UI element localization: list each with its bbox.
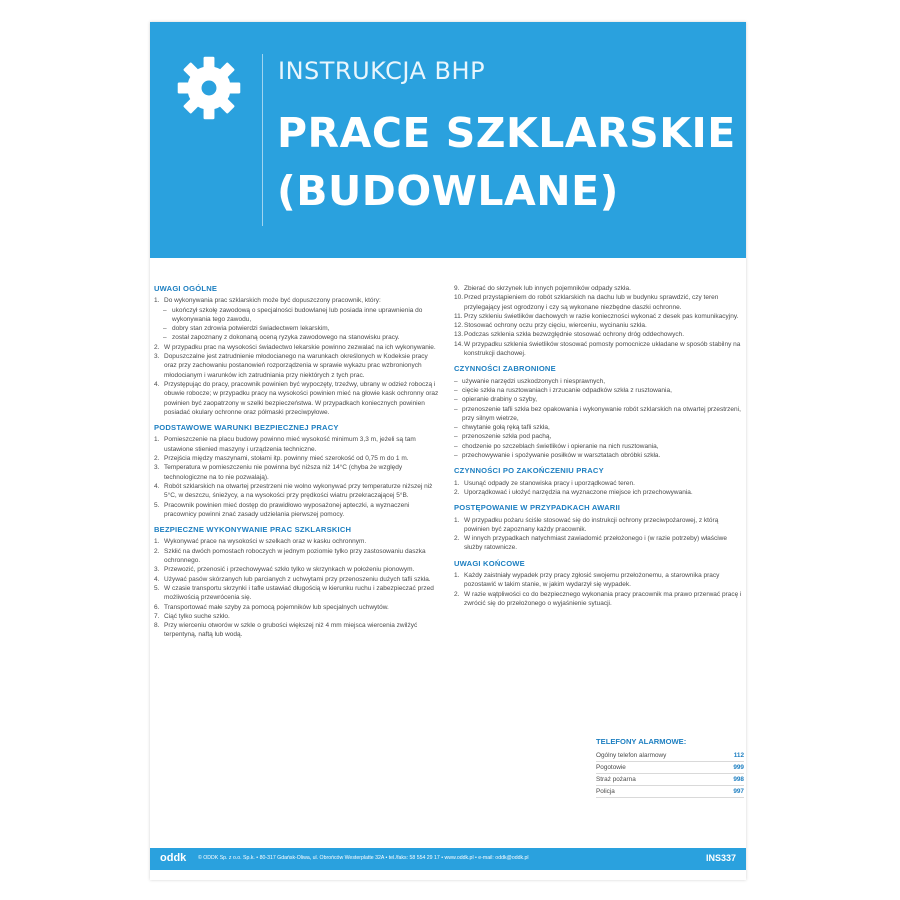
item-number: 4.	[154, 575, 160, 583]
item-number: 10.	[454, 294, 464, 302]
instruction-sheet	[150, 22, 746, 880]
list-item: – chodzenie po szczeblach świetlików i opieranie na nich rusztowania,	[454, 442, 744, 451]
list-item	[154, 454, 442, 463]
phone-number: 112	[733, 752, 744, 759]
list-item: – używanie narzędzi uszkodzonych i niesprawnych,	[454, 377, 744, 386]
item-text: Przy szkleniu świetlików dachowych w razie konieczności wykonać z desek pas komunikacyjny.	[464, 312, 739, 320]
item-text: Transportować małe szyby za pomocą pojemników lub specjalnych uchwytów.	[164, 603, 389, 611]
phone-label: Ogólny telefon alarmowy	[596, 752, 667, 759]
item-number: 3.	[154, 464, 160, 472]
list-item	[154, 380, 442, 417]
list-item: – cięcie szkła na rusztowaniach i zrzucanie odpadków szkła z rusztowania,	[454, 386, 744, 395]
item-text: Pracownik powinien mieć dostęp do prawidłowo wyposażonej apteczki, a wyznaczeni pracownicy powinni znać zasady udzielania pierwszej pomocy.	[164, 501, 410, 518]
list-item: – przechowywanie i spożywanie posiłków w warsztatach obróbki szkła.	[454, 451, 744, 460]
section-list	[154, 296, 442, 417]
phone-label: Straż pożarna	[596, 776, 636, 783]
section-list	[454, 516, 744, 553]
list-item	[154, 352, 442, 380]
section-title: CZYNNOŚCI PO ZAKOŃCZENIU PRACY	[454, 466, 604, 476]
list-subitem: – dobry stan zdrowia potwierdzi świadectwem lekarskim,	[154, 324, 442, 333]
list-item: – chwytanie gołą ręką tafli szkła,	[454, 423, 744, 432]
list-item: – przenoszenie tafli szkła bez opakowania i wykonywanie robót szklarskich na otwartej przestrzeni, przy silnym wietrze,	[454, 405, 744, 424]
list-item	[454, 340, 744, 359]
item-number: 7.	[154, 612, 160, 620]
item-text: Uporządkować i ułożyć narzędzia na wyznaczone miejsce ich przechowywania.	[464, 488, 693, 496]
list-item: – przenoszenie szkła pod pachą,	[454, 432, 744, 441]
list-item	[454, 330, 744, 339]
phones-title: TELEFONY ALARMOWE:	[596, 737, 687, 746]
item-text: Podczas szklenia szkła bezwzględnie stosować ochrony dróg oddechowych.	[464, 331, 685, 339]
section-list	[154, 537, 442, 639]
section-title: CZYNNOŚCI ZABRONIONE	[454, 364, 556, 374]
item-text: Przystępując do pracy, pracownik powinien być wypoczęty, trzeźwy, ubrany w odzież roboczą i obuwie robocze; w przypadku pracy na wysokości powinien mieć na głowie kask ochronny oraz powinien być zaopatrzony w szelki bezpieczeństwa. W przypadkach koniecznych powinien posiadać okulary ochronne oraz półmaski przeciwpyłowe.	[164, 380, 439, 416]
item-text: W razie wątpliwości co do bezpiecznego wykonania pracy pracownik ma prawo przerwać pracę i zwrócić się do przełożonego o wyjaśnienie sytuacji.	[464, 590, 742, 607]
list-item	[454, 534, 744, 553]
phone-row	[596, 786, 744, 798]
item-text: Przejścia między maszynami, stołami itp. powinny mieć szerokość od 0,75 m do 1 m.	[164, 455, 409, 463]
item-number: 1.	[454, 572, 460, 580]
section-list	[454, 571, 744, 608]
footer-bar	[150, 848, 746, 870]
list-item	[154, 343, 442, 352]
left-column	[154, 284, 442, 640]
phone-row	[596, 750, 744, 762]
footer-address: © ODDK Sp. z o.o. Sp.k. • 80-317 Gdańsk-Oliwa, ul. Obrońców Westerplatte 32A • tel./faks: 58 554 29 17 • www.oddk.pl • e-mail: oddk@oddk.pl	[198, 855, 529, 861]
list-item	[154, 565, 442, 574]
item-number: 1.	[454, 479, 460, 487]
right-column	[454, 284, 744, 608]
header-banner	[150, 22, 746, 258]
item-text: W przypadku prac na wysokości świadectwo lekarskie powinno zezwalać na ich wykonywanie.	[164, 343, 436, 351]
item-text: Do wykonywania prac szklarskich może być dopuszczony pracownik, który:	[164, 297, 381, 305]
item-number: 6.	[154, 603, 160, 611]
phone-label: Pogotowie	[596, 764, 626, 771]
list-item	[454, 293, 744, 312]
item-number: 9.	[454, 285, 460, 292]
page-title	[277, 104, 736, 220]
item-number: 13.	[454, 331, 464, 339]
section-list	[454, 284, 744, 358]
list-item	[154, 296, 442, 305]
item-number: 3.	[154, 353, 160, 361]
phone-row	[596, 774, 744, 786]
header-divider	[262, 54, 263, 226]
section-list	[454, 479, 744, 498]
item-text: W przypadku szklenia świetlików stosować pomosty pomocnicze układane w sposób stabilny na konstrukcji dachowej.	[464, 340, 741, 358]
list-item	[154, 435, 442, 454]
item-number: 5.	[154, 584, 160, 592]
item-text: W innych przypadkach natychmiast zawiadomić przełożonego i (w razie potrzeby) właściwe służby ratownicze.	[464, 535, 727, 552]
section-title: POSTĘPOWANIE W PRZYPADKACH AWARII	[454, 503, 621, 513]
title-line-1: PRACE SZKLARSKIE	[277, 109, 736, 157]
phone-row	[596, 762, 744, 774]
gear-icon	[175, 54, 243, 122]
list-subitem: – ukończył szkołę zawodową o specjalności budowlanej lub posiada inne uprawnienia do wykonywania tego zawodu,	[154, 306, 442, 325]
item-text: Dopuszczalne jest zatrudnienie młodocianego na warunkach określonych w Kodeksie pracy oraz przy zachowaniu postanowień rozporządzenia w sprawie wykazu prac wzbronionych młodocianym i warunków ich zatrudniania przy niektórych z tych prac.	[164, 353, 428, 379]
item-number: 4.	[154, 380, 160, 388]
item-number: 2.	[154, 547, 160, 555]
item-number: 2.	[454, 535, 460, 543]
item-text: Przy wierceniu otworów w szkle o grubości większej niż 4 mm miejsca wiercenia zwilżyć terpentyną, naftą lub wodą.	[164, 622, 418, 639]
item-number: 8.	[154, 622, 160, 630]
document-code: INS337	[705, 853, 736, 863]
phones-list	[596, 750, 744, 798]
item-number: 1.	[454, 516, 460, 524]
item-text: Każdy zaistniały wypadek przy pracy zgłosić swojemu przełożonemu, a starownika pracy pozostawić w takim stanie, w jakim wydarzył się wypadek.	[464, 572, 720, 589]
list-item	[454, 321, 744, 330]
item-text: Wykonywać prace na wysokości w szelkach oraz w kasku ochronnym.	[164, 538, 367, 546]
item-number: 2.	[154, 343, 160, 351]
item-number: 5.	[154, 501, 160, 509]
item-number: 1.	[154, 436, 160, 444]
item-text: Szkłić na dwóch pomostach roboczych w jednym poziomie tylko przy zastosowaniu daszka ochronnego.	[164, 547, 426, 565]
emergency-phones	[596, 737, 744, 798]
item-text: Używać pasów skórzanych lub parcianych z uchwytami przy przenoszeniu dużych tafli szkła.	[164, 575, 431, 583]
list-item	[454, 488, 744, 497]
list-item	[154, 482, 442, 501]
list-item	[454, 479, 744, 488]
list-item	[454, 590, 744, 609]
list-item	[454, 312, 744, 321]
item-number: 11.	[454, 312, 463, 320]
phone-label: Policja	[596, 788, 615, 795]
item-text: W czasie transportu skrzynki i tafle ustawiać długością w kierunku ruchu i zabezpieczać przed możliwością przewrócenia się.	[164, 584, 434, 602]
phone-number: 999	[733, 764, 744, 771]
section-title: PODSTAWOWE WARUNKI BEZPIECZNEJ PRACY	[154, 423, 339, 433]
item-number: 3.	[154, 566, 160, 574]
item-text: Zbierać do skrzynek lub innych pojemników odpady szkła.	[464, 285, 631, 292]
list-item	[454, 284, 744, 293]
header-kicker: INSTRUKCJA BHP	[278, 57, 486, 85]
section-title: UWAGI OGÓLNE	[154, 284, 218, 293]
item-number: 2.	[154, 455, 160, 463]
item-number: 14.	[454, 340, 464, 348]
list-item	[154, 547, 442, 566]
item-text: Temperatura w pomieszczeniu nie powinna być niższa niż 14°C (chyba że względy technologiczne na to nie pozwalają).	[164, 464, 403, 481]
item-text: Pomieszczenie na placu budowy powinno mieć wysokość minimum 3,3 m, jeżeli są tam ustawione stienied maszyny i urządzenia techniczne.	[164, 436, 416, 453]
prohibited-list	[454, 377, 744, 461]
item-number: 2.	[454, 488, 460, 496]
item-text: W przypadku pożaru ściśle stosować się do instrukcji ochrony przeciwpożarowej, z którą powinien być zapoznany każdy pracownik.	[464, 516, 719, 533]
item-text: Przewozić, przenosić i przechowywać szkło tylko w skrzynkach w położeniu pionowym.	[164, 566, 415, 574]
list-item	[154, 612, 442, 621]
oddk-logo: oddk	[160, 852, 187, 864]
list-item	[154, 463, 442, 482]
list-item	[454, 571, 744, 590]
item-text: Robót szklarskich na otwartej przestrzeni nie wolno wykonywać przy temperaturze niższej niż 5°C, w deszczu, śnieżycy, a na wysokości przy prędkości wiatru przekraczającej 5°B.	[164, 482, 433, 500]
item-number: 4.	[154, 482, 160, 490]
item-text: Ciąć tylko suche szkło.	[164, 612, 230, 620]
list-item	[454, 516, 744, 535]
list-item	[154, 603, 442, 612]
section-list	[154, 435, 442, 519]
phone-number: 998	[733, 776, 744, 783]
item-number: 12.	[454, 322, 464, 330]
list-item	[154, 537, 442, 546]
item-text: Usunąć odpady ze stanowiska pracy i uporządkować teren.	[464, 479, 635, 487]
list-item	[154, 621, 442, 640]
item-number: 2.	[454, 590, 460, 598]
section-title: BEZPIECZNE WYKONYWANIE PRAC SZKLARSKICH	[154, 525, 352, 535]
item-text: Przed przystąpieniem do robót szklarskich na dachu lub w budynku sprawdzić, czy teren przylegający jest ogrodzony i czy są wykonane niezbędne daszki ochronne.	[464, 294, 719, 311]
section-title: UWAGI KOŃCOWE	[454, 558, 525, 568]
item-text: Stosować ochrony oczu przy cięciu, wierceniu, wycinaniu szkła.	[464, 322, 647, 330]
list-subitem: – został zapoznany z dokonaną oceną ryzyka zawodowego na stanowisku pracy.	[154, 333, 442, 342]
list-item	[154, 501, 442, 520]
list-item	[154, 584, 442, 603]
title-line-2: (BUDOWLANE)	[277, 167, 619, 215]
item-number: 1.	[154, 538, 160, 546]
item-number: 1.	[154, 297, 160, 305]
list-item	[154, 575, 442, 584]
phone-number: 997	[733, 788, 744, 795]
list-item: – opieranie drabiny o szyby,	[454, 395, 744, 404]
